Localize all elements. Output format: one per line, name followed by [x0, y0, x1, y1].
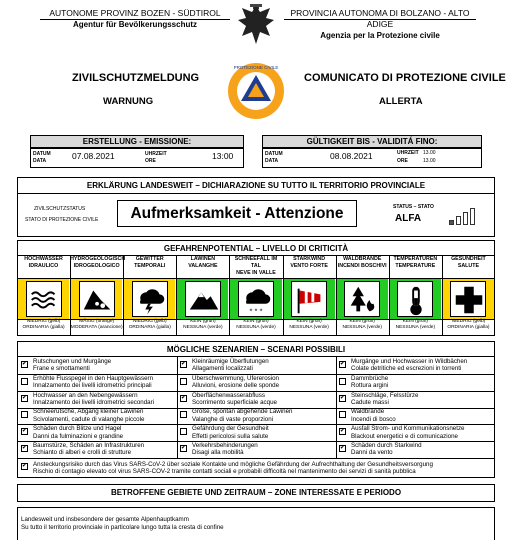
hazard-col-divider [70, 256, 71, 335]
hazard-level-cell [337, 278, 388, 319]
hazard-header [229, 256, 282, 277]
hazard-name-de: STARKWIND [293, 256, 326, 262]
scenario-text-it: Allagamenti localizzati [192, 365, 253, 373]
covid-checkbox [21, 463, 28, 470]
scenario-checkmark: ✔ [181, 445, 187, 451]
scenarios-heading: MÖGLICHE SZENARIEN – SCENARI POSSIBILI [166, 345, 346, 354]
emission-ore-label: ORE [145, 158, 156, 164]
hazard-level-de: KEIN (grün) [243, 319, 269, 324]
hazard-heading: GEFAHRENPOTENTIAL – LIVELLO DI CRITICITÀ [163, 244, 349, 253]
scenario-text-it: Schianto di alberi e crolli di strutture [33, 449, 132, 457]
scenario-checkbox [21, 395, 28, 402]
hazard-level-cell [390, 278, 441, 319]
scenario-text-de: Überschwemmung, Ufererosion [192, 374, 280, 382]
hazard-header [442, 256, 495, 277]
hazard-level [70, 319, 123, 335]
hazard-level [336, 319, 389, 335]
scenario-text-it: Incendi di bosco [351, 415, 396, 423]
hazard-name-de: GEWITTER [135, 256, 164, 262]
scenario-text-it: Cadute massi [351, 399, 389, 406]
scenario-text-de: Steinschläge, Felsstürze [351, 391, 419, 399]
status-value-box [117, 200, 357, 227]
hazard-level [229, 319, 282, 335]
scenario-text-it: Blackout energetici e di comunicazione [351, 432, 458, 440]
scenario-text-de: Ausfall Strom- und Kommunikationsnetze [351, 425, 465, 433]
alert-level-bars [449, 208, 475, 225]
scenario-checkbox [180, 378, 187, 385]
hazard-col-divider [442, 256, 443, 335]
hazard-name-it: IDROGEOLOGICO [73, 263, 120, 269]
scenario-checkbox [21, 361, 28, 368]
scenario-checkmark: ✔ [340, 428, 346, 435]
scenario-checkbox [180, 411, 187, 418]
validity-datum-label: DATUM [265, 151, 283, 157]
scenario-row-divider [17, 458, 495, 459]
hazard-name-it: VALANGHE [188, 263, 218, 269]
header-de-line2: Agentur für Bevölkerungsschutz [72, 20, 197, 29]
level-bar [470, 208, 475, 225]
hazard-level-cell [18, 278, 69, 319]
hazard-header [17, 256, 70, 277]
scenario-text-it: Rottura argini [351, 382, 389, 390]
scenario-text-de: Schäden durch Starkwind [351, 442, 422, 449]
hazard-name-it: SALUTE [457, 263, 480, 269]
hazard-level-it: ORDINARIA (gialla) [128, 325, 171, 330]
scenario-text-de: Waldbrände [351, 408, 385, 416]
scenario-col-divider [177, 357, 178, 458]
hazard-header [176, 256, 229, 277]
scenario-text-de: Kleinräumige Überflutungen [192, 358, 269, 365]
hazard-header [123, 256, 176, 277]
scenario-checkbox [339, 428, 346, 435]
scenario-checkmark: ✔ [22, 445, 28, 451]
emission-date: 07.08.2021 [72, 151, 115, 161]
emission-heading: ERSTELLUNG - EMISSIONE: [82, 137, 192, 146]
hazard-name-de: WALDBRÄNDE [343, 256, 382, 262]
validity-uhrzeit-label: UHRZEIT [397, 150, 419, 156]
scenario-text-it: Valanghe di vaste proporzioni [192, 415, 274, 423]
scenario-text-it: Effetti pericolosi sulla salute [192, 432, 269, 440]
areas-text-de: Landesweit und insbesondere der gesamte Alpenhauptkamm [21, 516, 189, 523]
waves-icon [26, 281, 62, 317]
hazard-level-cell [71, 278, 122, 319]
scenario-text-de: Dammbrüche [351, 374, 389, 382]
status-value: Aufmerksamkeit - Attenzione [130, 205, 344, 222]
scenario-text-de: Baumstürze, Schäden an Infrastrukturen [33, 442, 145, 449]
hazard-level-it: NESSUNA (verde) [236, 325, 276, 330]
scenario-text-it: Danni da fulminazioni e grandine [33, 432, 124, 440]
svg-text:* * *: * * * [249, 305, 263, 315]
scenario-checkbox [339, 361, 346, 368]
scenario-text-de: Murgänge und Hochwasser in Wildbächen [351, 358, 468, 365]
header-it-line1: PROVINCIA AUTONOMA DI BOLZANO - ALTO ADIGE [290, 8, 470, 29]
hazard-row-divider [17, 319, 495, 320]
hazard-level-cell [230, 278, 281, 319]
scenario-checkbox [180, 428, 187, 435]
forest-fire-icon [344, 281, 380, 317]
scenario-checkmark: ✔ [340, 445, 346, 451]
scenario-checkbox [180, 395, 187, 402]
validity-time-de: 13.00 [423, 150, 436, 156]
hazard-header [283, 256, 336, 277]
scenario-text-de: Gefährdung der Gesundheit [192, 425, 269, 433]
scenario-checkbox [339, 378, 346, 385]
scenario-checkbox [180, 445, 187, 452]
hazard-level-it: NESSUNA (verde) [395, 325, 436, 330]
hazard-col-divider [176, 256, 177, 335]
scenario-text-de: Schneerutsche, Abgang kleiner Lawinen [33, 408, 144, 416]
covid-checkmark: ✔ [22, 463, 28, 469]
hazard-header [389, 256, 442, 277]
scenario-text-de: Verkehrsbehinderungen [192, 442, 258, 449]
scenario-text-it: Scorrimento superficiale acque [192, 399, 277, 406]
hazard-col-divider [389, 256, 390, 335]
scenario-text-it: Colate detritiche ed escrezioni in torrenti [351, 365, 462, 373]
hazard-level-cell [177, 278, 228, 319]
civil-protection-logo [226, 61, 286, 121]
validity-heading: GÜLTIGKEIT BIS - VALIDITÁ FINO: [306, 137, 438, 146]
level-bar [463, 212, 468, 225]
landslide-icon [79, 281, 115, 317]
hazard-level [17, 319, 70, 335]
hazard-level-it: MODERATA (arancione) [70, 325, 123, 330]
scenario-checkbox [339, 411, 346, 418]
hazard-col-divider [283, 256, 284, 335]
hazard-header [336, 256, 389, 277]
scenario-text-it: Alluvioni, erosione delle sponde [192, 382, 280, 390]
emission-time: 13:00 [212, 151, 234, 161]
avalanche-icon [185, 281, 221, 317]
header-de-rule [40, 19, 230, 20]
emission-uhrzeit-label: UHRZEIT [145, 151, 167, 157]
thermometer-icon [397, 281, 433, 317]
scenario-checkmark: ✔ [22, 361, 28, 367]
scenario-col-divider [336, 357, 337, 458]
scenario-checkmark: ✔ [22, 394, 28, 401]
title-it-sub: ALLERTA [379, 96, 423, 107]
areas-text-it: Su tutto il territorio provinciale in particolare lungo tutta la cresta di confine [21, 524, 224, 531]
scenario-text-de: Oberflächenwasserabfluss [192, 391, 265, 399]
hazard-row-divider [17, 278, 495, 279]
hazard-name-it: INCENDI BOSCHIVI [337, 263, 387, 269]
scenario-checkmark: ✔ [22, 428, 28, 435]
scenario-checkmark: ✔ [340, 361, 346, 367]
hazard-header [70, 256, 126, 277]
hazard-level-it: ORDINARIA (gialla) [447, 325, 490, 330]
scenario-checkmark: ✔ [181, 394, 187, 401]
declaration-heading: ERKLÄRUNG LANDESWEIT – DICHIARAZIONE SU TUTTO IL TERRITORIO PROVINCIALE [86, 181, 426, 190]
scenario-checkbox [21, 445, 28, 452]
validity-heading-bar [262, 135, 482, 148]
hazard-level-cell [284, 278, 335, 319]
hazard-name-de: LAWINEN [190, 256, 216, 262]
scenario-checkbox [339, 445, 346, 452]
storm-icon [132, 281, 168, 317]
scenario-text-it: Scivolamenti, cadute di valanghe piccole [33, 415, 145, 423]
hazard-level-cell [443, 278, 494, 319]
validity-time-it: 13.00 [423, 158, 436, 164]
hazard-name-it: NEVE IN VALLE [236, 270, 276, 276]
hazard-col-divider [336, 256, 337, 335]
hazard-level-de: KEIN (grün) [349, 319, 375, 324]
hazard-col-divider [229, 256, 230, 335]
covid-text-it: Rischio di contagio elevato col virus SARS-COV-2 tramite contatti sociali e probabili difficoltà nel mantenimento dei servizi di sanità pubblica [33, 468, 416, 475]
validity-data-label: DATA [265, 158, 279, 164]
hazard-level [283, 319, 336, 335]
hazard-name-it: IDRAULICO [28, 263, 59, 269]
hazard-level-it: NESSUNA (verde) [289, 325, 329, 330]
snow-cloud-icon [238, 281, 274, 317]
status-kw-label: STATUS – STATO [393, 204, 434, 210]
hazard-name-de: GESUNDHEIT [451, 256, 486, 262]
areas-heading: BETROFFENE GEBIETE UND ZEITRAUM – ZONE INTERESSATE E PERIODO [110, 488, 402, 497]
scenario-text-de: Hochwasser an den Nebengewässern [33, 391, 138, 399]
scenario-text-it: Innalzamento dei livelli idrometrici principali [33, 382, 152, 390]
hazard-col-divider [123, 256, 124, 335]
header-it-rule [284, 19, 476, 20]
emission-heading-bar [30, 135, 244, 148]
level-bar [449, 220, 454, 225]
hazard-level [389, 319, 442, 335]
scenario-text-de: Erhöhte Flusspegel in den Hauptgewässern [33, 374, 154, 382]
hazard-level-it: NESSUNA (verde) [342, 325, 382, 330]
hazard-name-de: TEMPERATUREN [393, 256, 438, 262]
emission-datum-label: DATUM [33, 151, 51, 157]
hazard-level-de: KEIN (grün) [190, 319, 216, 324]
validity-date: 08.08.2021 [330, 151, 373, 161]
title-de: ZIVILSCHUTZMELDUNG [72, 72, 200, 84]
hazard-level [442, 319, 495, 335]
emission-data-label: DATA [33, 158, 47, 164]
hazard-level-de: NIEDRIG (gelb) [132, 319, 167, 324]
hazard-name-de: HYDROGEOLOGISCH [70, 256, 126, 262]
hazard-name-it: VENTO FORTE [290, 263, 328, 269]
windsock-icon [291, 281, 327, 317]
hazard-level-de: MÄSIG (orange) [79, 319, 115, 324]
scenario-checkmark: ✔ [340, 394, 346, 401]
areas-heading-box [17, 484, 495, 502]
status-label-de: ZIVILSCHUTZSTATUS [34, 206, 86, 212]
coat-of-arms-eagle-icon [236, 2, 276, 48]
scenario-text-it: Innalzamento dei livelli idrometrici secondari [33, 399, 155, 406]
hazard-level-cell [124, 278, 175, 319]
hazard-name-de: HOCHWASSER [24, 256, 63, 262]
title-it: COMUNICATO DI PROTEZIONE CIVILE [304, 72, 506, 84]
scenario-text-it: Danni da vento [351, 449, 393, 457]
scenario-checkbox [21, 411, 28, 418]
declaration-divider [17, 193, 495, 194]
hazard-level [123, 319, 176, 335]
scenario-text-de: Schäden durch Blitze und Hagel [33, 425, 122, 433]
scenario-checkbox [21, 378, 28, 385]
covid-text-de: Ansteckungsrisiko durch das Virus SARS-CoV-2 über soziale Kontakte und mögliche Gefährdung der Aufrechthaltung der Gesundheitsversorgung [33, 461, 433, 468]
hazard-level-de: KEIN (grün) [402, 319, 428, 324]
hazard-name-it: TEMPORALI [134, 263, 166, 269]
status-label-it: STATO DI PROTEZIONE CIVILE [25, 217, 99, 223]
health-cross-icon [450, 281, 486, 317]
validity-ore-label: ORE [397, 158, 408, 164]
header-it [284, 8, 476, 41]
level-bar [456, 216, 461, 225]
scenario-checkmark: ✔ [181, 361, 187, 367]
hazard-name-it: TEMPERATURE [395, 263, 436, 269]
hazard-level-de: NIEDRIG (gelb) [451, 319, 486, 324]
scenario-checkbox [180, 361, 187, 368]
hazard-level-it: NESSUNA (verde) [183, 325, 223, 330]
hazard-level-de: KEIN (grün) [296, 319, 322, 324]
logo-text: PROTEZIONE CIVILE [233, 65, 279, 70]
scenario-text-it: Frane e smottamenti [33, 365, 90, 373]
scenario-checkbox [339, 395, 346, 402]
title-de-sub: WARNUNG [103, 96, 154, 107]
scenario-checkbox [21, 428, 28, 435]
header-it-line2: Agenzia per la Protezione civile [320, 31, 440, 40]
scenario-text-de: Große, spontan abgehende Lawinen [192, 408, 293, 416]
status-kw-value: ALFA [395, 213, 422, 224]
hazard-level-de: NIEDRIG (gelb) [26, 319, 61, 324]
scenario-text-it: Disagi alla mobilità [192, 449, 244, 457]
scenarios-divider [17, 356, 495, 357]
scenario-text-de: Rutschungen und Murgänge [33, 358, 112, 365]
hazard-level-it: ORDINARIA (gialla) [22, 325, 65, 330]
hazard-level [176, 319, 229, 335]
header-de-line1: AUTONOME PROVINZ BOZEN - SÜDTIROL [49, 8, 221, 18]
hazard-name-de: SCHNEEFALL IM TAL [234, 256, 278, 269]
